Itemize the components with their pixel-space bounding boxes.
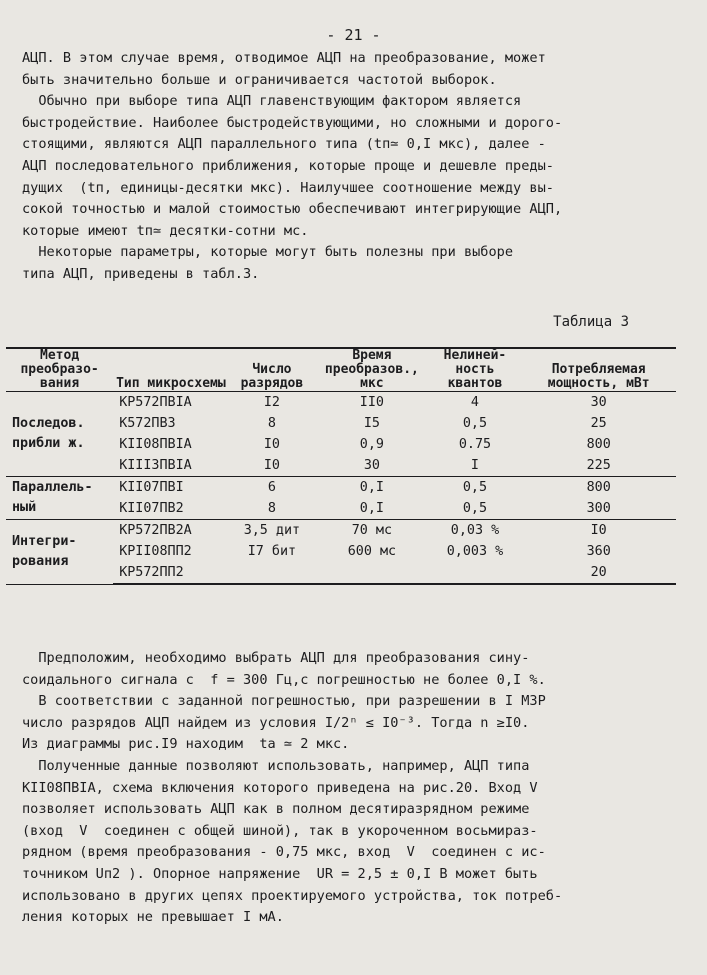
page-number: - 21 -: [326, 26, 381, 44]
bits-cell: 3,5 дит: [243, 522, 301, 538]
header-method: Метод преобразо- вания: [20, 348, 99, 391]
intro-line: быть значительно больше и ограничивается частотой выборок.: [22, 71, 497, 88]
table-group: [6, 477, 676, 520]
outro-line: КII08ПВIА, схема включения которого приведена на рис.20. Вход V: [22, 779, 538, 796]
bits-cell: I2: [263, 394, 280, 410]
outro-line: позволяет использовать АЦП как в полном десятиразрядном режиме: [22, 801, 530, 818]
intro-line: стоящими, являются АЦП параллельного типа (tп≃ 0,I мкс), далее -: [22, 136, 546, 153]
table-row: [6, 477, 676, 499]
bits-cell: [229, 562, 316, 584]
intro-line: которые имеют tп≃ десятки-сотни мс.: [22, 222, 309, 239]
outro-line: использовано в других цепях проектируемого устройства, ток потреб-: [22, 887, 563, 904]
time-cell: 0,I: [315, 498, 428, 520]
bits-cell: I0: [263, 436, 280, 452]
outro-line: точником Uп2 ). Опорное напряжение UR = 2,5 ± 0,I В может быть: [22, 865, 538, 882]
outro-paragraphs: [22, 648, 657, 929]
nonlinearity-cell: [429, 562, 522, 584]
chip-type-cell: КII08ПВIА: [119, 436, 192, 452]
bits-cell: 8: [267, 415, 276, 431]
outro-line: Полученные данные позволяют использовать, например, АЦП типа: [22, 757, 530, 774]
outro-line: число разрядов АЦП найдем из условия I/2ⁿ ≤ I0⁻³. Тогда n ≥I0.: [22, 714, 530, 731]
header-power: Потребляемая мощность, мВт: [547, 362, 650, 391]
nonlinearity-cell: I: [429, 455, 522, 477]
power-cell: 20: [521, 562, 676, 584]
power-cell: I0: [590, 522, 607, 538]
power-cell: 30: [590, 394, 607, 410]
outro-line: Из диаграммы рис.I9 находим tа ≃ 2 мкс.: [22, 736, 350, 753]
intro-line: быстродействие. Наиболее быстродействующими, но сложными и дорого-: [22, 114, 563, 131]
method-cell: Последов. прибли ж.: [6, 392, 113, 477]
nonlinearity-cell: 0,5: [429, 498, 522, 520]
method-cell: Параллель- ный: [6, 477, 113, 520]
chip-type-cell: КРII08ПП2: [119, 543, 192, 559]
nonlinearity-cell: 4: [470, 394, 479, 410]
time-cell: 30: [315, 455, 428, 477]
intro-line: Некоторые параметры, которые могут быть полезны при выборе: [22, 244, 514, 261]
intro-line: сокой точностью и малой стоимостью обеспечивают интегрирующие АЦП,: [22, 201, 563, 218]
bits-cell: I0: [229, 455, 316, 477]
table-row: [6, 392, 676, 414]
nonlinearity-cell: 0.75: [458, 436, 492, 452]
power-cell: 800: [586, 436, 611, 452]
outro-line: соидального сигнала с f = 300 Гц,с погрешностью не более 0,I %.: [22, 671, 546, 688]
power-cell: 300: [521, 498, 676, 520]
time-cell: I5: [363, 415, 380, 431]
nonlinearity-cell: 0,5: [462, 479, 488, 495]
table-header-row: [6, 348, 676, 392]
outro-line: Предположим, необходимо выбрать АЦП для преобразования сину-: [22, 650, 530, 666]
outro-line: рядном (время преобразования - 0,75 мкс, вход V соединен с ис-: [22, 844, 546, 861]
table-group: [6, 520, 676, 585]
header-bits: Число разрядов: [240, 362, 304, 391]
chip-type-cell: КII07ПВI: [119, 479, 184, 495]
header-conversion-time: Время преобразов., мкс: [324, 348, 419, 391]
time-cell: [315, 562, 428, 584]
nonlinearity-cell: 0,003 %: [446, 543, 504, 559]
header-chip-type: Тип микросхемы: [116, 376, 226, 391]
bits-cell: 6: [267, 479, 276, 495]
nonlinearity-cell: 0,03 %: [450, 522, 500, 538]
intro-line: дущих (tп, единицы-десятки мкс). Наилучшее соотношение между вы-: [22, 179, 554, 196]
intro-line: АЦП. В этом случае время, отводимое АЦП на преобразование, может: [22, 50, 546, 66]
chip-type-cell: К572ПВ3: [119, 415, 176, 431]
outro-line: ления которых не превышает I мА.: [22, 909, 284, 926]
chip-type-cell: КР572ПВIА: [119, 394, 192, 410]
time-cell: II0: [359, 394, 384, 410]
table-row: [6, 520, 676, 542]
time-cell: 70 мс: [351, 522, 393, 538]
bits-cell: I7 бит: [247, 543, 297, 559]
adc-parameters-table: [6, 347, 676, 585]
method-cell: Интегри- рования: [6, 520, 113, 585]
time-cell: 0,I: [359, 479, 384, 495]
intro-line: АЦП последовательного приближения, которые проще и дешевле преды-: [22, 157, 554, 174]
time-cell: 600 мс: [347, 543, 397, 559]
outro-line: В соответствии с заданной погрешностью, при разрешении в I МЗР: [22, 693, 546, 710]
intro-line: типа АЦП, приведены в табл.3.: [22, 265, 260, 282]
power-cell: 25: [590, 415, 607, 431]
time-cell: 0,9: [359, 436, 384, 452]
power-cell: 360: [586, 543, 611, 559]
chip-type-cell: КIII3ПВIА: [113, 455, 228, 477]
header-nonlinearity: Нелиней- ность квантов: [443, 348, 507, 391]
table-caption: Таблица 3: [553, 314, 629, 330]
nonlinearity-cell: 0,5: [462, 415, 488, 431]
chip-type-cell: КР572ПП2: [113, 562, 228, 584]
power-cell: 225: [521, 455, 676, 477]
chip-type-cell: КР572ПВ2А: [119, 522, 192, 538]
intro-line: Обычно при выборе типа АЦП главенствующим фактором является: [22, 93, 522, 110]
power-cell: 800: [586, 479, 611, 495]
bits-cell: 8: [229, 498, 316, 520]
intro-paragraphs: [22, 48, 657, 286]
chip-type-cell: КII07ПВ2: [113, 498, 228, 520]
table-group: [6, 392, 676, 477]
outro-line: (вход V соединен с общей шиной), так в укороченном восьмираз-: [22, 822, 538, 839]
